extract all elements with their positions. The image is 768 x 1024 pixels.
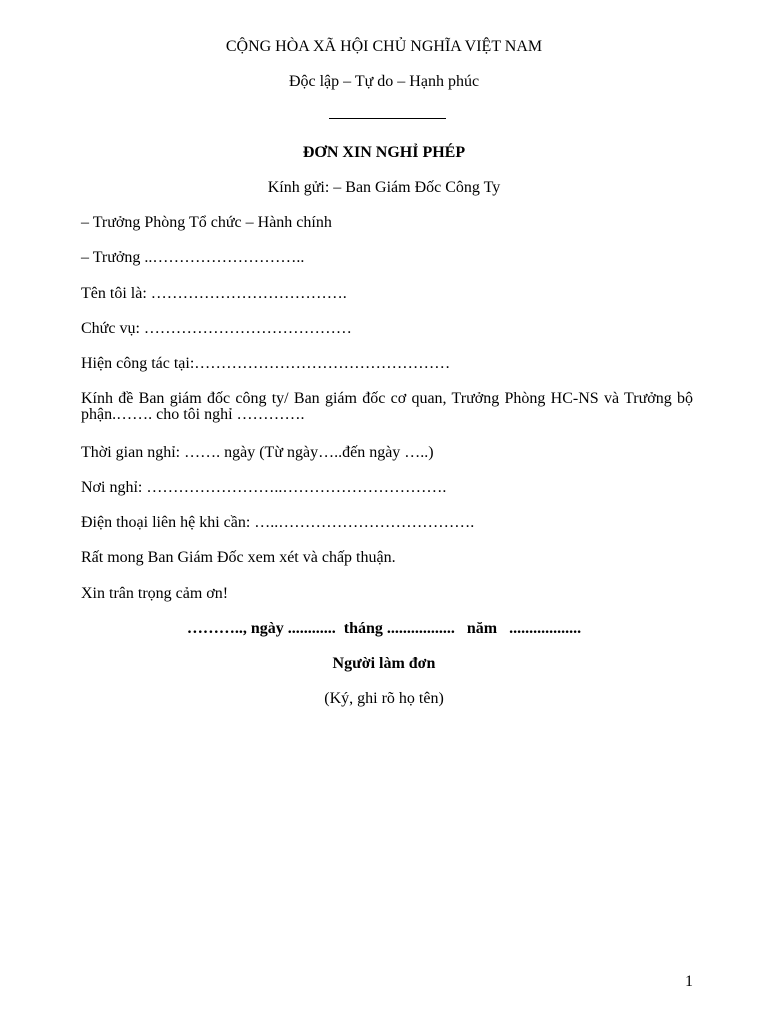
recipient-secondary: – Trưởng Phòng Tổ chức – Hành chính xyxy=(81,214,332,231)
document-title: ĐƠN XIN NGHỈ PHÉP xyxy=(302,144,466,161)
country-header: CỘNG HÒA XÃ HỘI CHỦ NGHĨA VIỆT NAM xyxy=(225,38,543,55)
page-number: 1 xyxy=(685,973,693,990)
recipient-third: – Trưởng ..……………………….. xyxy=(81,249,305,266)
signature-instruction: (Ký, ghi rõ họ tên) xyxy=(324,690,444,707)
workplace-field: Hiện công tác tại:………………………………………… xyxy=(81,355,451,372)
name-field: Tên tôi là: ………………………………. xyxy=(81,285,347,302)
signer-label: Người làm đơn xyxy=(332,655,436,672)
date-line: ……….., ngày ............ tháng ................. năm .................. xyxy=(186,620,582,637)
header-divider xyxy=(329,118,446,119)
thanks-line: Xin trân trọng cảm ơn! xyxy=(81,585,229,602)
recipient-primary: Kính gửi: – Ban Giám Đốc Công Ty xyxy=(267,179,501,196)
contact-phone: Điện thoại liên hệ khi cần: …..………………………………. xyxy=(81,514,475,531)
position-field: Chức vụ: ………………………………… xyxy=(81,320,352,337)
request-paragraph: Kính đề Ban giám đốc công ty/ Ban giám đốc cơ quan, Trưởng Phòng HC-NS và Trưởng bộ phận.……. cho tôi nghỉ …………. xyxy=(81,390,693,423)
motto: Độc lập – Tự do – Hạnh phúc xyxy=(288,73,480,90)
leave-location: Nơi nghỉ: ……………………..…………………………. xyxy=(81,479,447,496)
leave-duration: Thời gian nghỉ: ……. ngày (Từ ngày…..đến ngày …..) xyxy=(81,444,434,461)
approval-request: Rất mong Ban Giám Đốc xem xét và chấp thuận. xyxy=(81,549,396,566)
